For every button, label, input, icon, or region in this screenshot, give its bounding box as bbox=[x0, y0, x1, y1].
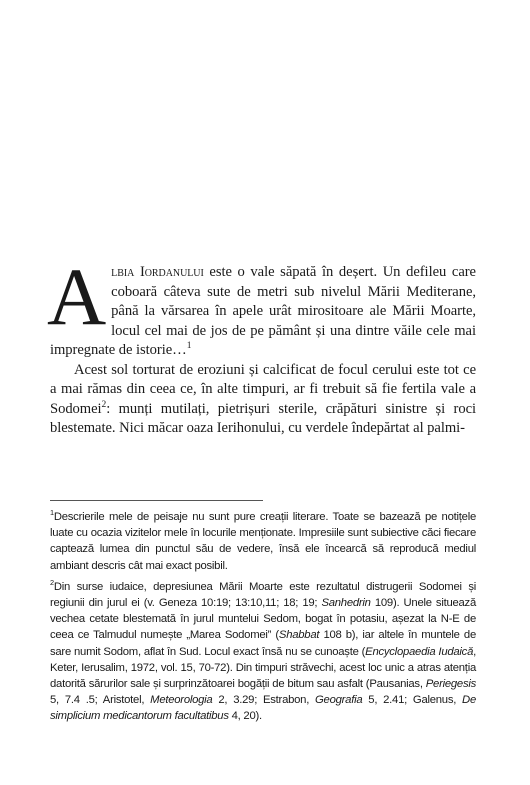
footnote-2-text: 4, 20). bbox=[228, 710, 262, 723]
footnote-1-marker: 1 bbox=[50, 508, 54, 518]
footnote-1-text: Descrierile mele de peisaje nu sunt pure creații literare. Toate se bazează pe notițele luate cu ocazia vizitelor mele în locurile menționate. Impresiile sunt subiective căci fiecare captează lumea din punctul său de vedere, însă ele încearcă să reproducă mediul ambiant descris cât mai exact posibil. bbox=[50, 511, 476, 572]
footnote-2-text: 5, 7.4 .5; Aristotel, bbox=[50, 694, 151, 707]
footnote-divider bbox=[50, 500, 263, 501]
footnote-2-text: Din surse iudaice, depresiunea Mării Moarte este rezultatul distrugerii Sodomei și regiunii din jurul ei (v. Geneza 10:19; 13:10,11; 18; 19; bbox=[50, 580, 476, 610]
footnote-2-italic: Meteorologia bbox=[150, 694, 213, 707]
footnote-2 bbox=[50, 579, 476, 725]
footnote-2-italic: Periegesis bbox=[425, 678, 476, 691]
footnote-2-italic: Sanhedrin bbox=[321, 597, 371, 610]
footnotes bbox=[50, 509, 476, 730]
footnote-2-marker: 2 bbox=[50, 578, 54, 588]
footnote-2-italic: Encyclopaedia Iudaică bbox=[365, 645, 474, 658]
footnote-1 bbox=[50, 509, 476, 574]
paragraph-2-text-b: : munți mutilați, pietrișuri sterile, crăpături sinistre și roci blestemate. Nici măcar oaza Ierihonului, cu verdele îndepărtat al palmi- bbox=[50, 400, 476, 436]
opening-small-caps: lbia Iordanului bbox=[111, 264, 204, 280]
paragraph-2 bbox=[50, 361, 476, 439]
main-text bbox=[47, 251, 476, 439]
footnote-2-text: 2, 3.29; Estrabon, bbox=[212, 694, 316, 707]
paragraph-1-text: este o vale săpată în deșert. Un defileu care coboară câteva sute de metri sub nivelul Mării Mediterane, până la vărsarea în apele urât mirositoare ale Mării Moarte, locul cel mai de jos de pe pământ și una dintre văile cele mai impregnate de istorie… bbox=[50, 264, 476, 358]
footnote-2-text: 108 b), iar altele în muntele de sare numit Sodom, aflat în Sud. Locul exact însă nu se cunoaște ( bbox=[50, 629, 476, 658]
footnote-2-italic: De simplicium medicantorum facultatibus bbox=[50, 694, 476, 723]
footnote-ref-2[interactable]: 2 bbox=[101, 399, 107, 410]
drop-cap: A bbox=[47, 251, 107, 342]
footnote-ref-1[interactable]: 1 bbox=[186, 341, 192, 352]
footnote-2-text: , Keter, Ierusalim, 1972, vol. 15, 70-72). Din timpuri străvechi, acest loc unic a atras atenția datorită sărurilor sale și surprinzătoarei bogății de bitum sau asfalt (Pausanias, bbox=[50, 645, 477, 691]
paragraph-1 bbox=[47, 251, 476, 361]
footnote-2-text: 109). Unele situează vechea cetate blestemată în jurul muntelui Sedom, bogat în potasiu, așezat la N-E de ceea ce Talmudul numește „Marea Sodomei” ( bbox=[50, 597, 476, 642]
footnote-2-italic: Geografia bbox=[315, 694, 363, 707]
paragraph-2-text-a: Acest sol torturat de eroziuni și calcificat de focul cerului este tot ce a mai rămas din ceea ce, în alte timpuri, ar fi trebuit să fie fertila vale a Sodomei bbox=[50, 361, 476, 417]
footnote-2-text: 5, 2.41; Galenus, bbox=[362, 694, 463, 707]
footnote-2-italic: Shabbat bbox=[278, 629, 320, 642]
